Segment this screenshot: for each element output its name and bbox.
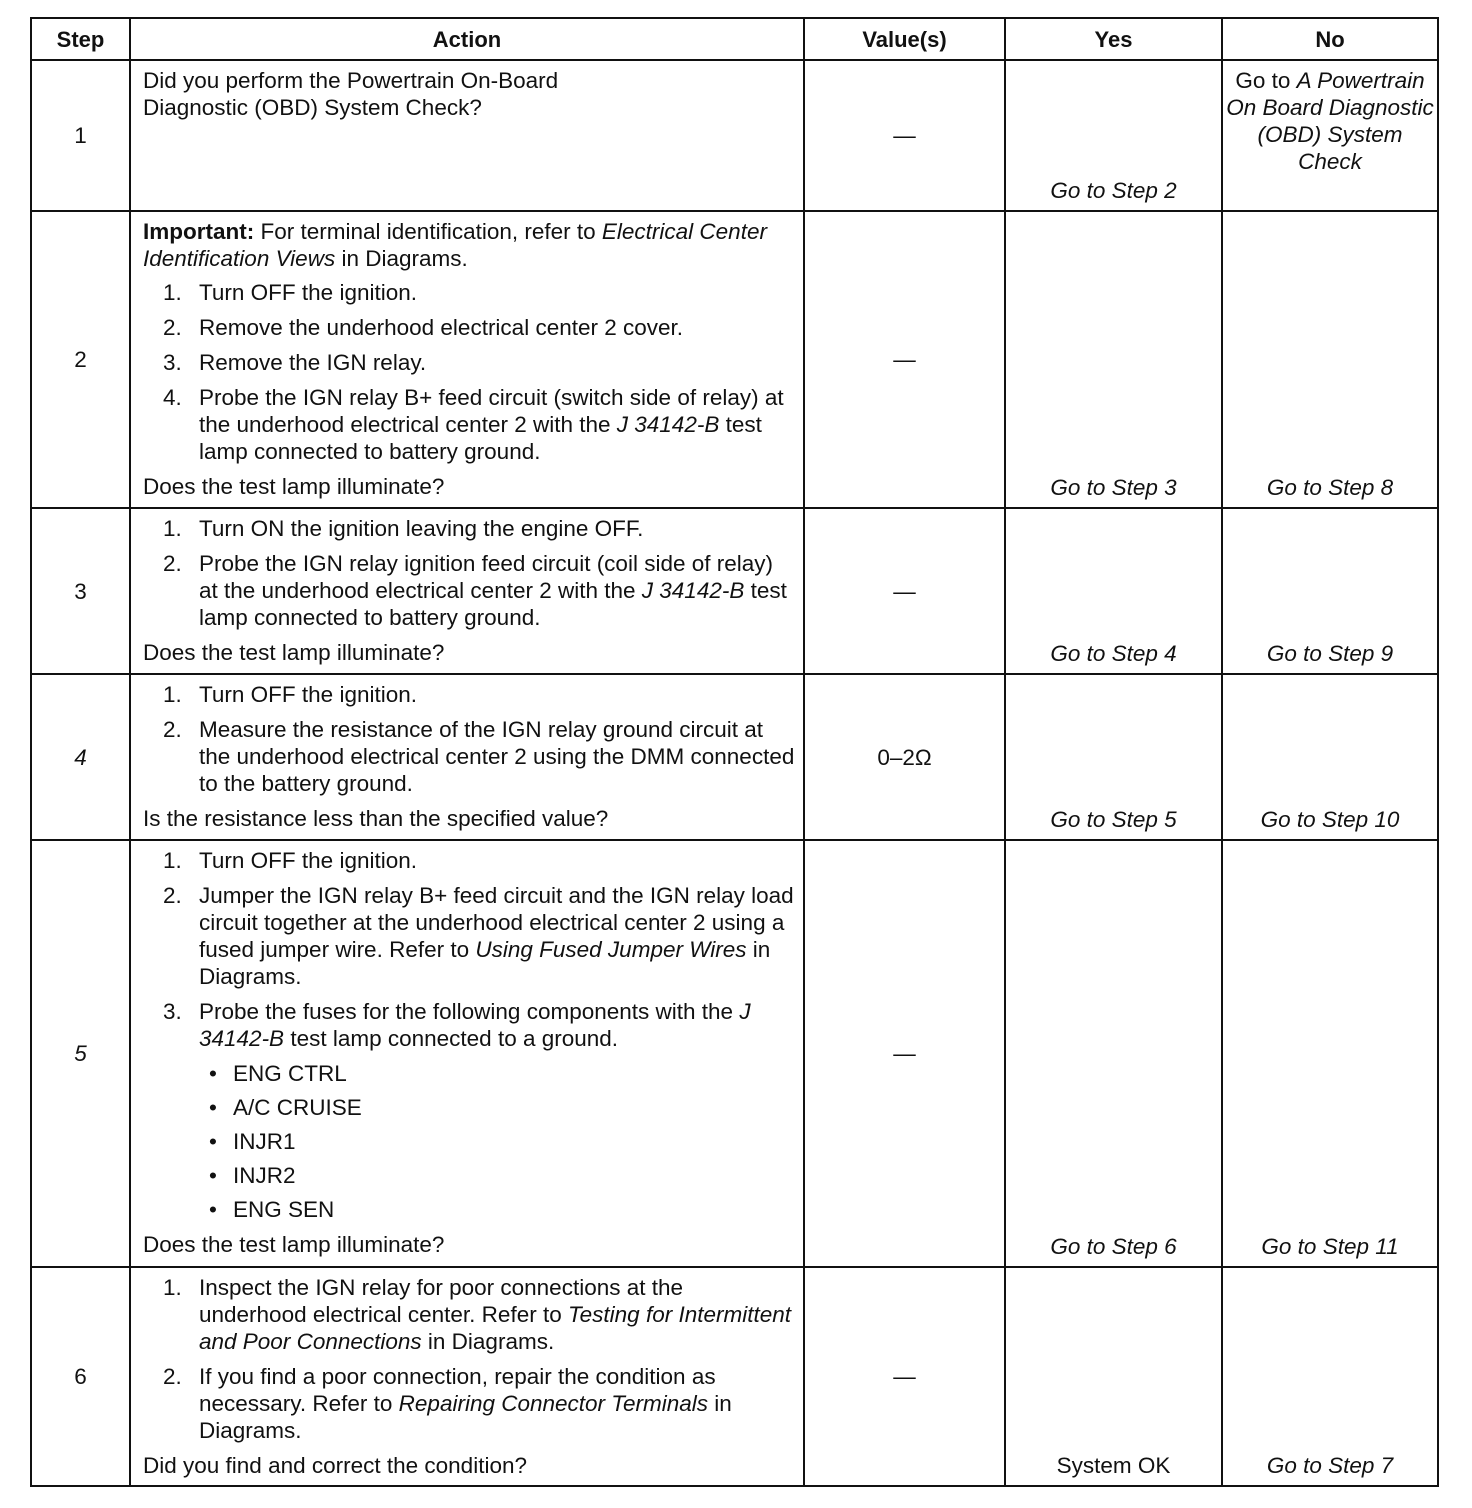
list-item xyxy=(143,550,795,631)
item-text: Turn OFF the ignition. xyxy=(199,848,418,873)
step-number: 6 xyxy=(31,1267,130,1486)
fuse-list xyxy=(143,1060,795,1223)
item-number: 3. xyxy=(163,999,182,1024)
important-ref: Electrical Center Identification Views xyxy=(143,219,767,271)
yes-cell: Go to Step 5 xyxy=(1005,674,1222,840)
list-item xyxy=(143,998,795,1052)
value-cell: 0–2Ω xyxy=(804,674,1005,840)
item-number: 1. xyxy=(163,1275,182,1300)
tool-ref: J 34142-B xyxy=(616,412,720,437)
step-number: 4 xyxy=(31,674,130,840)
item-text: Probe the IGN relay ignition feed circuit (coil side of relay) at the underhood electrical center 2 with the xyxy=(199,551,774,603)
list-item xyxy=(143,515,795,542)
item-text: Probe the IGN relay B+ feed circuit (switch side of relay) at the underhood electrical center 2 with the xyxy=(199,385,784,437)
step-number: 2 xyxy=(31,211,130,508)
header-row xyxy=(31,18,1438,60)
action-cell xyxy=(130,1267,804,1486)
table-row xyxy=(31,674,1438,840)
item-suffix: in Diagrams. xyxy=(421,1329,555,1354)
bullet-icon: • xyxy=(209,1163,217,1188)
action-question: Is the resistance less than the specified value? xyxy=(143,806,609,831)
no-cell: Go to Step 9 xyxy=(1222,508,1438,674)
list-item xyxy=(143,1363,795,1444)
list-item xyxy=(143,384,795,465)
tool-ref: J 34142-B xyxy=(641,578,745,603)
header-action: Action xyxy=(130,18,804,60)
no-prefix: Go to xyxy=(1235,68,1297,93)
table-row xyxy=(31,508,1438,674)
fuse-item xyxy=(143,1128,795,1155)
item-number: 2. xyxy=(163,551,182,576)
item-number: 1. xyxy=(163,280,182,305)
list-item xyxy=(143,847,795,874)
value-cell: — xyxy=(804,508,1005,674)
step-list xyxy=(143,279,795,465)
fuse-name: A/C CRUISE xyxy=(233,1095,362,1120)
item-number: 3. xyxy=(163,350,182,375)
step-list xyxy=(143,1274,795,1444)
header-no: No xyxy=(1222,18,1438,60)
item-suffix: in Diagrams. xyxy=(199,1391,732,1443)
list-item xyxy=(143,314,795,341)
item-number: 1. xyxy=(163,848,182,873)
fuse-item xyxy=(143,1094,795,1121)
reference-link: Using Fused Jumper Wires xyxy=(475,937,747,962)
item-suffix: in Diagrams. xyxy=(199,937,771,989)
no-cell: Go to Step 11 xyxy=(1222,840,1438,1267)
step-number: 5 xyxy=(31,840,130,1267)
step-list xyxy=(143,847,795,1052)
item-suffix: test lamp connected to battery ground. xyxy=(199,412,762,464)
action-question: Did you perform the Powertrain On-Board Diagnostic (OBD) System Check? xyxy=(143,68,559,120)
table-row xyxy=(31,211,1438,508)
step-list xyxy=(143,681,795,797)
table-row xyxy=(31,1267,1438,1486)
yes-cell: Go to Step 4 xyxy=(1005,508,1222,674)
item-text: Turn OFF the ignition. xyxy=(199,280,418,305)
list-item xyxy=(143,882,795,990)
table-row xyxy=(31,840,1438,1267)
item-text: Remove the underhood electrical center 2 cover. xyxy=(199,315,684,340)
item-suffix: test lamp connected to battery ground. xyxy=(199,578,787,630)
value-cell: — xyxy=(804,60,1005,211)
reference-link: Repairing Connector Terminals xyxy=(398,1391,708,1416)
fuse-item xyxy=(143,1196,795,1223)
bullet-icon: • xyxy=(209,1129,217,1154)
action-cell xyxy=(130,840,804,1267)
bullet-icon: • xyxy=(209,1061,217,1086)
fuse-name: ENG SEN xyxy=(233,1197,335,1222)
table-row xyxy=(31,60,1438,211)
fuse-name: INJR1 xyxy=(233,1129,296,1154)
yes-cell: Go to Step 6 xyxy=(1005,840,1222,1267)
item-text: Jumper the IGN relay B+ feed circuit and the IGN relay load circuit together at the underhood electrical center 2 using a fused jumper wire. Refer to xyxy=(199,883,794,962)
important-text: For terminal identification, refer to xyxy=(254,219,602,244)
item-number: 1. xyxy=(163,682,182,707)
item-text: Turn OFF the ignition. xyxy=(199,682,418,707)
no-cell: Go to Step 7 xyxy=(1222,1267,1438,1486)
header-yes: Yes xyxy=(1005,18,1222,60)
fuse-item xyxy=(143,1162,795,1189)
header-values: Value(s) xyxy=(804,18,1005,60)
no-cell xyxy=(1222,60,1438,211)
yes-cell: Go to Step 3 xyxy=(1005,211,1222,508)
item-suffix: test lamp connected to a ground. xyxy=(284,1026,619,1051)
item-number: 2. xyxy=(163,315,182,340)
action-question: Does the test lamp illuminate? xyxy=(143,474,445,499)
fuse-name: INJR2 xyxy=(233,1163,296,1188)
item-number: 2. xyxy=(163,883,182,908)
list-item xyxy=(143,1274,795,1355)
list-item xyxy=(143,716,795,797)
action-question: Did you find and correct the condition? xyxy=(143,1453,527,1478)
important-suffix: in Diagrams. xyxy=(335,246,468,271)
important-label: Important: xyxy=(143,219,255,244)
item-text: Remove the IGN relay. xyxy=(199,350,427,375)
tool-ref: J 34142-B xyxy=(199,999,751,1051)
bullet-icon: • xyxy=(209,1197,217,1222)
header-step: Step xyxy=(31,18,130,60)
item-text: Probe the fuses for the following components with the xyxy=(199,999,740,1024)
step-list xyxy=(143,515,795,631)
step-number: 3 xyxy=(31,508,130,674)
action-cell xyxy=(130,60,804,211)
action-cell xyxy=(130,674,804,840)
no-cell: Go to Step 10 xyxy=(1222,674,1438,840)
list-item xyxy=(143,349,795,376)
list-item xyxy=(143,681,795,708)
value-cell: — xyxy=(804,840,1005,1267)
action-question: Does the test lamp illuminate? xyxy=(143,1232,445,1257)
fuse-item xyxy=(143,1060,795,1087)
important-note xyxy=(143,218,795,272)
action-cell xyxy=(130,508,804,674)
item-text: Measure the resistance of the IGN relay ground circuit at the underhood electrical center 2 using the DMM connected to the battery ground. xyxy=(199,717,795,796)
diagnostic-table xyxy=(30,17,1439,1487)
item-number: 2. xyxy=(163,717,182,742)
action-cell xyxy=(130,211,804,508)
item-number: 2. xyxy=(163,1364,182,1389)
item-text: Inspect the IGN relay for poor connections at the underhood electrical center. Refer to xyxy=(199,1275,684,1327)
value-cell: — xyxy=(804,211,1005,508)
no-cell: Go to Step 8 xyxy=(1222,211,1438,508)
fuse-name: ENG CTRL xyxy=(233,1061,347,1086)
bullet-icon: • xyxy=(209,1095,217,1120)
reference-link: Testing for Intermittent and Poor Connections xyxy=(199,1302,791,1354)
item-number: 4. xyxy=(163,385,182,410)
yes-cell: System OK xyxy=(1005,1267,1222,1486)
step-number: 1 xyxy=(31,60,130,211)
action-question: Does the test lamp illuminate? xyxy=(143,640,445,665)
item-text: If you find a poor connection, repair the condition as necessary. Refer to xyxy=(199,1364,716,1416)
item-number: 1. xyxy=(163,516,182,541)
yes-cell: Go to Step 2 xyxy=(1005,60,1222,211)
item-text: Turn ON the ignition leaving the engine OFF. xyxy=(199,516,644,541)
value-cell: — xyxy=(804,1267,1005,1486)
no-link: A Powertrain On Board Diagnostic (OBD) System Check xyxy=(1226,68,1434,174)
list-item xyxy=(143,279,795,306)
